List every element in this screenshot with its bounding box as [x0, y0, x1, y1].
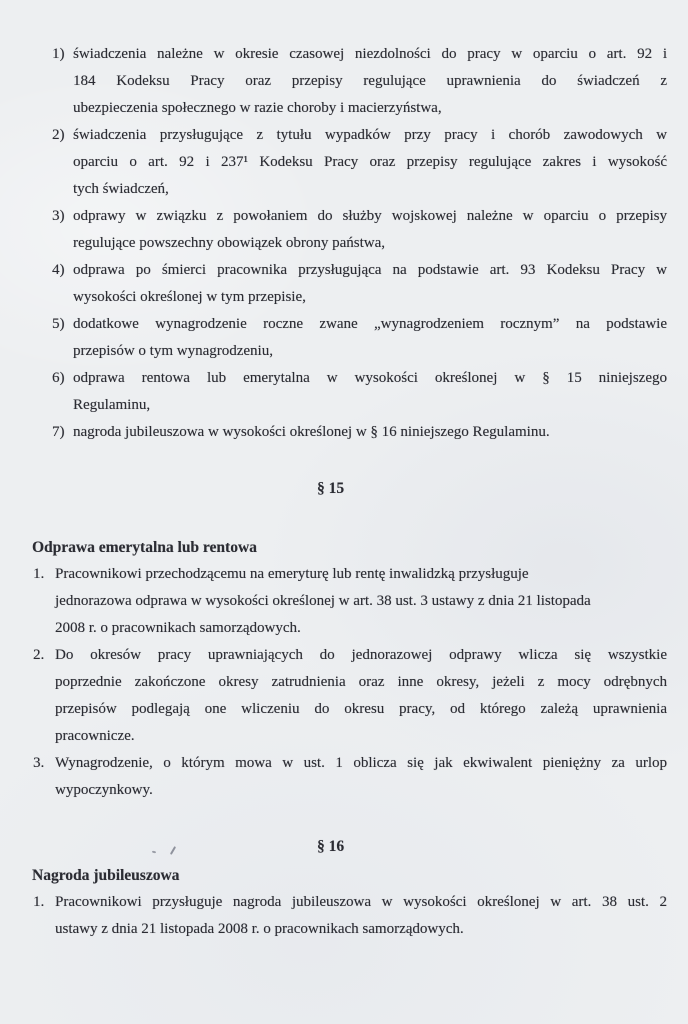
list-item-number: 5)	[52, 316, 65, 332]
list-item-line: odprawy w związku z powołaniem do służby wojskowej należne w oparciu o przepisy	[73, 208, 667, 224]
list-item-line: Pracownikowi przechodzącemu na emeryturę lub rentę inwalidzką przysługuje	[55, 566, 529, 582]
benefits-list	[52, 41, 667, 446]
list-item-number: 4)	[52, 262, 65, 278]
list-item-number: 2)	[52, 127, 65, 143]
list-item-6	[52, 365, 667, 419]
list-item-line: odprawa po śmierci pracownika przysługująca na podstawie art. 93 Kodeksu Pracy w	[73, 262, 667, 278]
list-item-3	[52, 203, 667, 257]
section-15-title: Odprawa emerytalna lub rentowa	[32, 539, 257, 556]
list-item-line: świadczenia przysługujące z tytułu wypadków przy pracy i chorób zawodowych w	[73, 127, 667, 143]
list-item-line: wypoczynkowy.	[55, 782, 153, 798]
section-15-item-3	[33, 750, 667, 804]
list-item-line: Do okresów pracy uprawniających do jednorazowej odprawy wlicza się wszystkie	[55, 647, 667, 663]
list-item-line: oparciu o art. 92 i 237¹ Kodeksu Pracy oraz przepisy regulujące zakres i wysokość	[73, 154, 667, 170]
list-item-number: 6)	[52, 370, 65, 386]
list-item-line: przepisów o tym wynagrodzeniu,	[73, 343, 273, 359]
section-15-heading: § 15	[316, 480, 345, 497]
list-item-2	[52, 122, 667, 203]
list-item-line: odprawa rentowa lub emerytalna w wysokości określonej w § 15 niniejszego	[73, 370, 667, 386]
list-item-line: nagroda jubileuszowa w wysokości określonej w § 16 niniejszego Regulaminu.	[73, 424, 550, 440]
list-item-line: pracownicze.	[55, 728, 135, 744]
list-item-number: 3.	[33, 755, 45, 771]
list-item-line: ubezpieczenia społecznego w razie choroby i macierzyństwa,	[73, 100, 442, 116]
list-item-line: jednorazowa odprawa w wysokości określonej w art. 38 ust. 3 ustawy z dnia 21 listopada	[55, 593, 591, 609]
list-item-4	[52, 257, 667, 311]
section-15-item-2	[33, 642, 667, 750]
list-item-line: Regulaminu,	[73, 397, 151, 413]
list-item-line: poprzednie zakończone okresy zatrudnienia oraz inne okresy, jeżeli z mocy odrębnych	[55, 674, 667, 690]
list-item-line: wysokości określonej w tym przepisie,	[73, 289, 306, 305]
list-item-number: 1.	[33, 566, 45, 582]
section-16-item-1	[33, 889, 667, 943]
list-item-line: przepisów podlegają one wliczeniu do okresu pracy, od którego zależą uprawnienia	[55, 701, 667, 717]
list-item-number: 7)	[52, 424, 65, 440]
list-item-line: tych świadczeń,	[73, 181, 169, 197]
list-item-5	[52, 311, 667, 365]
list-item-number: 3)	[52, 208, 65, 224]
section-15-list	[33, 561, 667, 804]
section-15-item-1	[33, 561, 667, 642]
section-16-heading: § 16	[316, 838, 345, 855]
list-item-number: 1.	[33, 894, 45, 910]
list-item-line: Wynagrodzenie, o którym mowa w ust. 1 oblicza się jak ekwiwalent pieniężny za urlop	[55, 755, 667, 771]
list-item-number: 2.	[33, 647, 45, 663]
list-item-line: świadczenia należne w okresie czasowej niezdolności do pracy w oparciu o art. 92 i	[73, 46, 667, 62]
list-item-number: 1)	[52, 46, 65, 62]
list-item-7	[52, 419, 667, 446]
section-16-title: Nagroda jubileuszowa	[32, 867, 180, 884]
list-item-line: regulujące powszechny obowiązek obrony państwa,	[73, 235, 385, 251]
list-item-line: ustawy z dnia 21 listopada 2008 r. o pracownikach samorządowych.	[55, 921, 464, 937]
list-item-1	[52, 41, 667, 122]
list-item-line: 2008 r. o pracownikach samorządowych.	[55, 620, 301, 636]
list-item-line: 184 Kodeksu Pracy oraz przepisy regulujące uprawnienia do świadczeń z	[73, 73, 667, 89]
list-item-line: Pracownikowi przysługuje nagroda jubileuszowa w wysokości określonej w art. 38 ust. 2	[55, 894, 667, 910]
section-16-list	[33, 889, 667, 943]
list-item-line: dodatkowe wynagrodzenie roczne zwane „wynagrodzeniem rocznym” na podstawie	[73, 316, 667, 332]
